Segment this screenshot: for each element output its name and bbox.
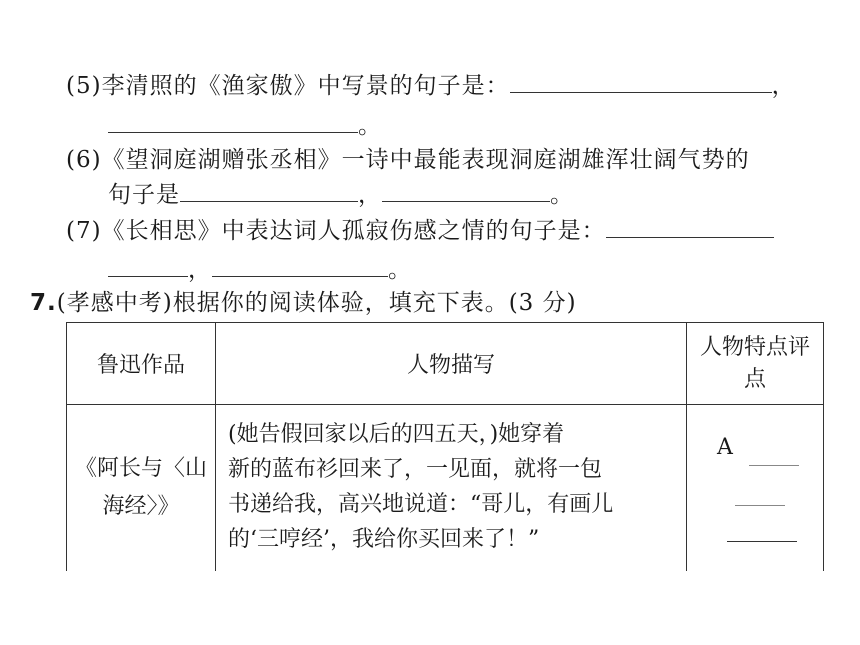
item-6-sep: ， bbox=[358, 182, 382, 208]
cell-evaluation[interactable] bbox=[687, 405, 824, 571]
item-7-blank-2[interactable] bbox=[108, 254, 188, 277]
item-6-end: 。 bbox=[550, 182, 574, 208]
item-5-line bbox=[66, 70, 796, 102]
table-row bbox=[67, 405, 824, 571]
item-7-sep: ， bbox=[188, 257, 212, 283]
description-line: 书递给我，高兴地说道：“哥儿，有画儿 bbox=[228, 491, 614, 517]
question-7 bbox=[30, 287, 577, 319]
description-line: 新的蓝布衫回来了，一见面，就将一包 bbox=[228, 456, 603, 482]
item-6-text: (6)《望洞庭湖赠张丞相》一诗中最能表现洞庭湖雄浑壮阔气势的 bbox=[66, 147, 750, 173]
item-6-blank-1[interactable] bbox=[180, 179, 358, 202]
item-7-line-2 bbox=[108, 254, 412, 286]
item-7-end: 。 bbox=[388, 257, 412, 283]
item-5-end: 。 bbox=[358, 113, 382, 139]
item-6-line-2 bbox=[108, 179, 574, 211]
cell-work: 《阿长与〈山海经〉》 bbox=[67, 405, 216, 571]
item-6-text-2: 句子是 bbox=[108, 182, 180, 208]
eval-prefix: A bbox=[717, 435, 733, 460]
item-5-line-2 bbox=[108, 110, 382, 142]
eval-blank-2[interactable] bbox=[735, 505, 785, 506]
item-7-blank-3[interactable] bbox=[212, 254, 388, 277]
item-6-blank-2[interactable] bbox=[382, 179, 550, 202]
eval-blank-3[interactable] bbox=[727, 541, 797, 542]
item-5-sep: ， bbox=[771, 73, 796, 99]
item-7-line-1 bbox=[66, 215, 774, 247]
header-evaluation: 人物特点评点 bbox=[687, 323, 824, 405]
eval-blank-1[interactable] bbox=[749, 465, 799, 466]
reading-table bbox=[66, 322, 824, 571]
description-line: 的‘三哼经’，我给你买回来了！” bbox=[228, 526, 540, 552]
question-number: 7. bbox=[30, 290, 57, 316]
header-works: 鲁迅作品 bbox=[67, 323, 216, 405]
item-6-line-1 bbox=[66, 144, 750, 176]
item-7-text: (7)《长相思》中表达词人孤寂伤感之情的句子是： bbox=[66, 218, 606, 244]
table-header-row bbox=[67, 323, 824, 405]
item-7-blank-1[interactable] bbox=[606, 215, 774, 238]
item-5-blank-1[interactable] bbox=[510, 70, 772, 93]
question-text: (孝感中考)根据你的阅读体验，填充下表。(3 分) bbox=[56, 290, 577, 316]
header-description: 人物描写 bbox=[216, 323, 687, 405]
description-line: (她告假回家以后的四五天，)她穿着 bbox=[228, 421, 565, 447]
cell-description bbox=[216, 405, 687, 571]
item-5-blank-2[interactable] bbox=[108, 110, 358, 133]
item-5-text: (5)李清照的《渔家傲》中写景的句子是： bbox=[66, 73, 510, 99]
